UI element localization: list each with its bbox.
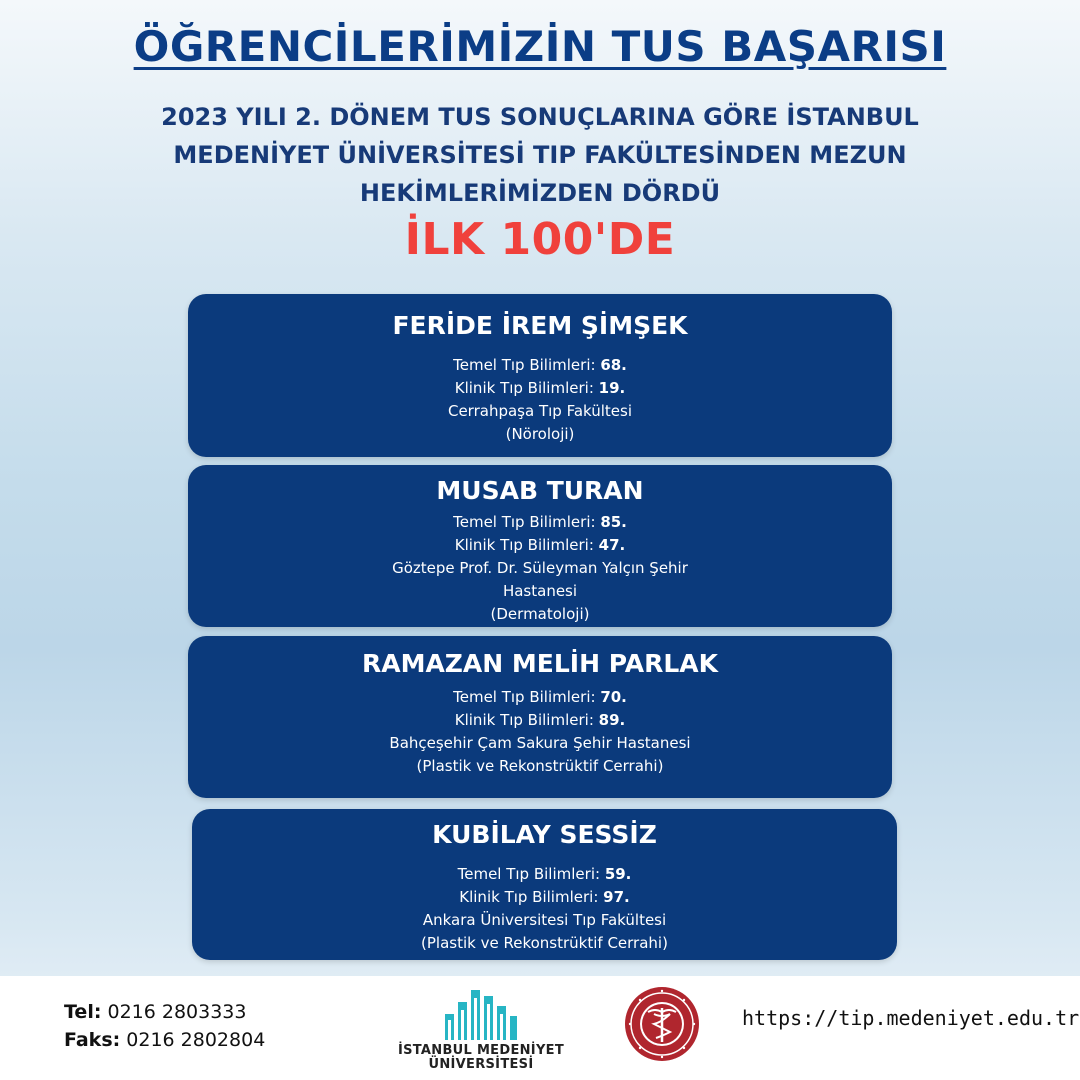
klinik-rank: [188, 534, 892, 557]
temel-rank: [188, 686, 892, 709]
klinik-label: Klinik Tıp Bilimleri:: [454, 711, 599, 729]
subtitle-line: MEDENİYET ÜNİVERSİTESİ TIP FAKÜLTESİNDEN MEZUN: [173, 141, 907, 169]
klinik-rank: [188, 709, 892, 732]
fax-line: [64, 1026, 265, 1054]
department: (Nöroloji): [505, 425, 575, 443]
subtitle-line: HEKİMLERİMİZDEN DÖRDÜ: [359, 179, 721, 207]
temel-label: Temel Tıp Bilimleri:: [453, 356, 601, 374]
contact-info: [64, 998, 265, 1054]
student-card: [192, 809, 897, 960]
university-logo: [392, 984, 570, 1078]
klinik-rank: [188, 377, 892, 400]
klinik-value: 89.: [598, 711, 626, 729]
logo-text-line1: İSTANBUL MEDENİYET: [397, 1043, 565, 1058]
university-logo-icon: [441, 984, 521, 1044]
temel-value: 68.: [600, 356, 627, 374]
temel-label: Temel Tıp Bilimleri:: [457, 865, 605, 883]
placement: Ankara Üniversitesi Tıp Fakültesi: [422, 911, 667, 929]
placement: Bahçeşehir Çam Sakura Şehir Hastanesi: [389, 734, 691, 752]
headline-top-100: İLK 100'DE: [404, 214, 676, 265]
klinik-value: 97.: [603, 888, 630, 906]
placement: Hastanesi: [502, 582, 578, 600]
student-name: MUSAB TURAN: [436, 476, 644, 505]
student-card: [188, 636, 892, 798]
student-name: RAMAZAN MELİH PARLAK: [361, 649, 719, 678]
footer: [0, 976, 1080, 1080]
fax-value: 0216 2802804: [120, 1029, 266, 1051]
student-card: [188, 465, 892, 627]
klinik-rank: [192, 886, 897, 909]
klinik-label: Klinik Tıp Bilimleri:: [454, 379, 599, 397]
temel-rank: [188, 511, 892, 534]
fax-label: Faks:: [64, 1029, 121, 1051]
temel-value: 85.: [600, 513, 627, 531]
student-name: KUBİLAY SESSİZ: [432, 820, 657, 849]
tel-value: 0216 2803333: [101, 1001, 247, 1023]
subtitle-line: 2023 YILI 2. DÖNEM TUS SONUÇLARINA GÖRE İSTANBUL: [161, 103, 919, 131]
department: (Dermatoloji): [490, 605, 590, 623]
student-card: [188, 294, 892, 457]
website-url[interactable]: https://tip.medeniyet.edu.tr: [742, 1006, 1080, 1030]
temel-rank: [192, 863, 897, 886]
tel-label: Tel:: [64, 1001, 102, 1023]
temel-value: 59.: [604, 865, 632, 883]
temel-rank: [188, 354, 892, 377]
klinik-label: Klinik Tıp Bilimleri:: [454, 536, 599, 554]
klinik-value: 19.: [598, 379, 626, 397]
temel-value: 70.: [600, 688, 627, 706]
logo-text-line2: ÜNİVERSİTESİ: [428, 1057, 534, 1072]
klinik-value: 47.: [598, 536, 626, 554]
medical-faculty-seal-icon: [624, 986, 700, 1062]
department: (Plastik ve Rekonstrüktif Cerrahi): [416, 757, 664, 775]
placement: Göztepe Prof. Dr. Süleyman Yalçın Şehir: [392, 559, 688, 577]
temel-label: Temel Tıp Bilimleri:: [453, 513, 601, 531]
page-title: ÖĞRENCİLERİMİZİN TUS BAŞARISI: [133, 22, 947, 71]
department: (Plastik ve Rekonstrüktif Cerrahi): [421, 934, 668, 952]
temel-label: Temel Tıp Bilimleri:: [453, 688, 601, 706]
klinik-label: Klinik Tıp Bilimleri:: [459, 888, 604, 906]
placement: Cerrahpaşa Tıp Fakültesi: [447, 402, 632, 420]
student-name: FERİDE İREM ŞİMŞEK: [392, 311, 688, 340]
phone-line: [64, 998, 265, 1026]
